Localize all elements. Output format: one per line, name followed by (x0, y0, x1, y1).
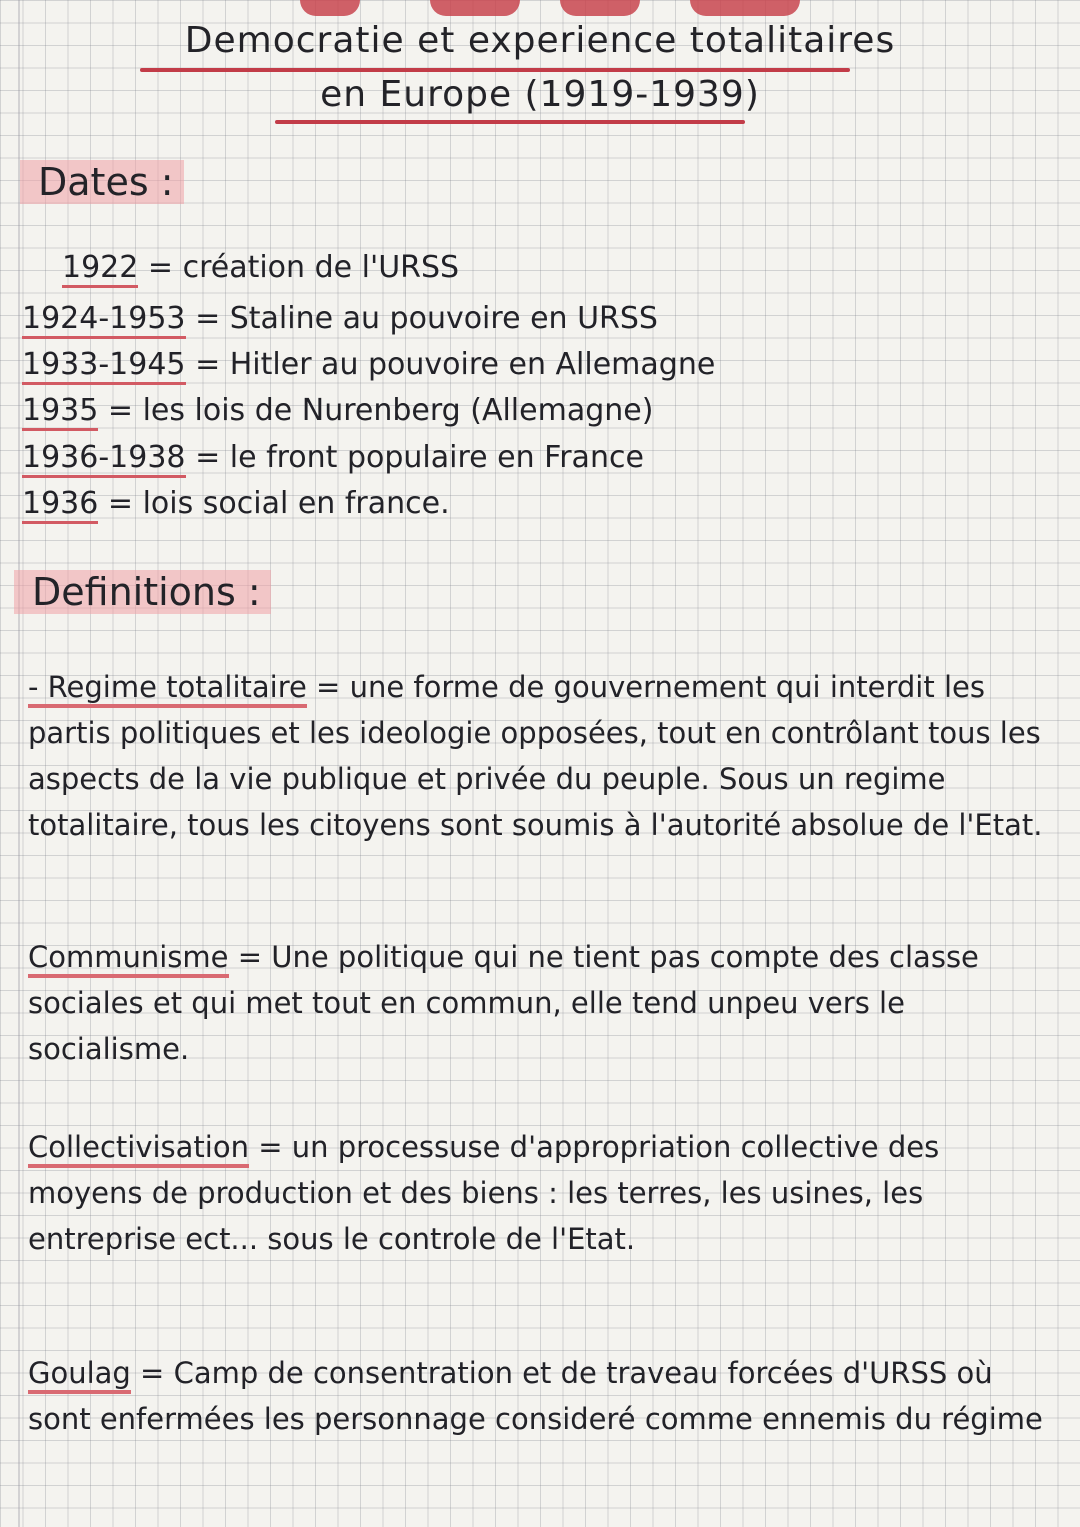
date-item (22, 486, 450, 521)
date-text: = Staline au pouvoire en URSS (185, 301, 658, 336)
definitions-heading: Definitions : (14, 570, 271, 614)
date-year: 1922 (62, 250, 138, 288)
definition-term: Communisme (28, 940, 229, 978)
date-text: = le front populaire en France (185, 440, 644, 475)
definition-item (28, 1124, 1058, 1262)
decorative-ink-mark (300, 0, 360, 16)
date-year: 1936-1938 (22, 440, 186, 478)
dates-heading: Dates : (20, 160, 184, 204)
date-item (22, 347, 715, 382)
date-item (62, 250, 459, 285)
page-title-line-2: en Europe (1919-1939) (320, 74, 760, 115)
title-underline (275, 120, 745, 124)
decorative-ink-mark (430, 0, 520, 16)
title-underline (140, 68, 850, 72)
definition-text: = une forme de gouvernement qui interdit les partis politiques et les ideologie opposées, tout en contrôlant tous les aspects de la vie publique et privée du peuple. Sous un regime totalitaire, tous les citoyens sont soumis à l'autorité absolue de l'Etat. (28, 670, 1043, 842)
definition-item (28, 664, 1058, 848)
date-item (22, 301, 658, 336)
date-year: 1936 (22, 486, 98, 524)
definition-text: = Camp de consentration et de traveau forcées d'URSS où sont enfermées les personnage consideré comme ennemis du régime (28, 1356, 1043, 1436)
definition-item (28, 1350, 1058, 1442)
definition-term: Collectivisation (28, 1130, 249, 1168)
date-year: 1935 (22, 393, 98, 431)
definition-text: = un processuse d'appropriation collective des moyens de production et des biens : les terres, les usines, les entreprise ect... sous le controle de l'Etat. (28, 1130, 940, 1256)
page-title-line-1: Democratie et experience totalitaires (184, 20, 896, 61)
decorative-ink-mark (690, 0, 800, 16)
definition-item (28, 934, 1058, 1072)
definition-text: = Une politique qui ne tient pas compte des classe sociales et qui met tout en commun, elle tend unpeu vers le socialisme. (28, 940, 979, 1066)
date-text: = lois social en france. (98, 486, 450, 521)
date-text: = les lois de Nurenberg (Allemagne) (98, 393, 654, 428)
date-year: 1924-1953 (22, 301, 186, 339)
date-text: = Hitler au pouvoire en Allemagne (185, 347, 716, 382)
date-item (22, 393, 653, 428)
date-text: = création de l'URSS (138, 250, 460, 285)
decorative-ink-mark (560, 0, 640, 16)
date-year: 1933-1945 (22, 347, 186, 385)
definition-term: - Regime totalitaire (28, 670, 307, 708)
date-item (22, 440, 644, 475)
definition-term: Goulag (28, 1356, 131, 1394)
notebook-margin (18, 0, 20, 1527)
